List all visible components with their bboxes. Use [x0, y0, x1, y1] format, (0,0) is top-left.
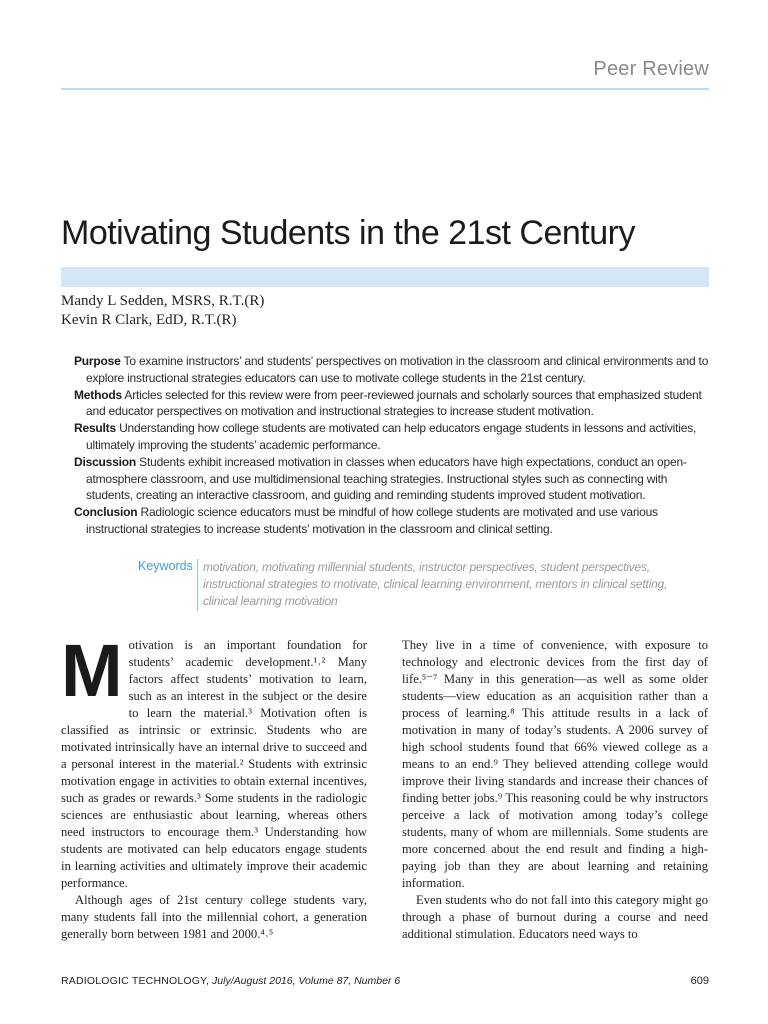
abstract-conclusion — [74, 504, 710, 538]
journal-issue: July/August 2016, Volume 87, Number 6 — [209, 975, 401, 987]
abstract-label: Results — [74, 421, 116, 436]
section-header — [61, 58, 709, 81]
abstract-results — [74, 420, 710, 454]
keywords-list: motivation, motivating millennial students, instructor perspectives, student perspectives, instructional strategies to motivate, clinical learning environment, mentors in clinical setting, clinical learning motivation — [203, 560, 668, 608]
abstract-label: Methods — [74, 387, 122, 402]
abstract-label: Purpose — [74, 354, 121, 368]
abstract-text: Articles selected for this review were from peer-reviewed journals and scholarly sources that emphasized student and educator perspectives on motivation and instructional strategies to increase student motivation. — [86, 387, 702, 419]
body-paragraph: Although ages of 21st century college students vary, many students fall into the millennial cohort, a generation generally born between 1981 and 2000.⁴˒⁵ — [61, 893, 367, 941]
abstract-methods — [74, 387, 710, 421]
journal-name: RADIOLOGIC TECHNOLOGY, — [61, 975, 210, 987]
abstract-text: Understanding how college students are motivated can help educators engage students in lessons and activities, ultimately improving the students’ academic performance. — [86, 421, 697, 452]
body-paragraph: Even students who do not fall into this category might go through a phase of burnout during a course and need additional stimulation. Educators need ways to — [402, 893, 708, 941]
body-paragraph: They live in a time of convenience, with exposure to technology and electronic devices from the first day of life.⁵⁻⁷ Many in this generation—as well as some older students—view education as an acquisition rather than a process of learning.⁸ This attitude results in a lack of motivation in many of today’s students. A 2006 survey of high school students found that 66% viewed college as a means to an end.⁹ They believed attending college would improve their living standards and increase their chances of finding better jobs.⁹ This reasoning could be why instructors perceive a lack of motivation among today’s college students, many of whom are millennials. Some students are more concerned about the end result and finding a high-paying job than they are about learning and retaining information. — [402, 638, 708, 890]
page-number: 609 — [690, 975, 709, 987]
body-column-right — [402, 637, 708, 943]
body-paragraph — [61, 629, 367, 892]
drop-cap: M — [61, 629, 123, 712]
abstract-text: Students exhibit increased motivation in classes when educators have high expectations, conduct an open-atmosphere classroom, and use multidimensional teaching strategies. Instructional styles such as connecting with students, creating an interactive classroom, and guiding and reminding students improved student motivation. — [86, 454, 687, 503]
keywords-label: Keywords — [138, 559, 193, 573]
abstract — [74, 353, 710, 538]
title-accent-bar — [61, 267, 709, 287]
abstract-label: Discussion — [74, 454, 137, 469]
author-list — [61, 292, 264, 330]
abstract-label: Conclusion — [74, 505, 138, 520]
article-title: Motivating Students in the 21st Century — [61, 214, 635, 252]
header-divider — [61, 88, 709, 90]
author-name: Mandy L Sedden, MSRS, R.T.(R) — [61, 293, 265, 309]
footer-citation — [61, 975, 400, 987]
body-column-left — [61, 629, 367, 943]
abstract-text: To examine instructors’ and students’ perspectives on motivation in the classroom and clinical environments and to explore instructional strategies educators can use to motivate college students in the 21st century. — [86, 354, 709, 385]
section-label: Peer Review — [593, 58, 709, 80]
author-name: Kevin R Clark, EdD, R.T.(R) — [61, 312, 237, 328]
keywords-divider — [197, 559, 198, 611]
abstract-discussion — [74, 454, 710, 504]
abstract-purpose — [74, 353, 710, 387]
abstract-text: Radiologic science educators must be mindful of how college students are motivated and use various instructional strategies to increase students’ motivation in the classroom and clinical setting. — [86, 505, 658, 536]
paragraph-text: otivation is an important foundation for students’ academic development.¹˒² Many factors affect students’ motivation to learn, such as an interest in the subject or the desire to learn the material.³ Motivation often is classified as intrinsic or extrinsic. Students who are motivated intrinsically have an internal drive to succeed and a personal interest in the material.² Students with extrinsic motivation engage in activities to obtain external incentives, such as grades or rewards.³ Some students in the radiologic sciences are enthusiastic about learning, whereas others need instructors to encourage them.³ Understanding how students are motivated can help educators engage students in learning activities and ultimately improve their academic performance. — [61, 638, 367, 890]
